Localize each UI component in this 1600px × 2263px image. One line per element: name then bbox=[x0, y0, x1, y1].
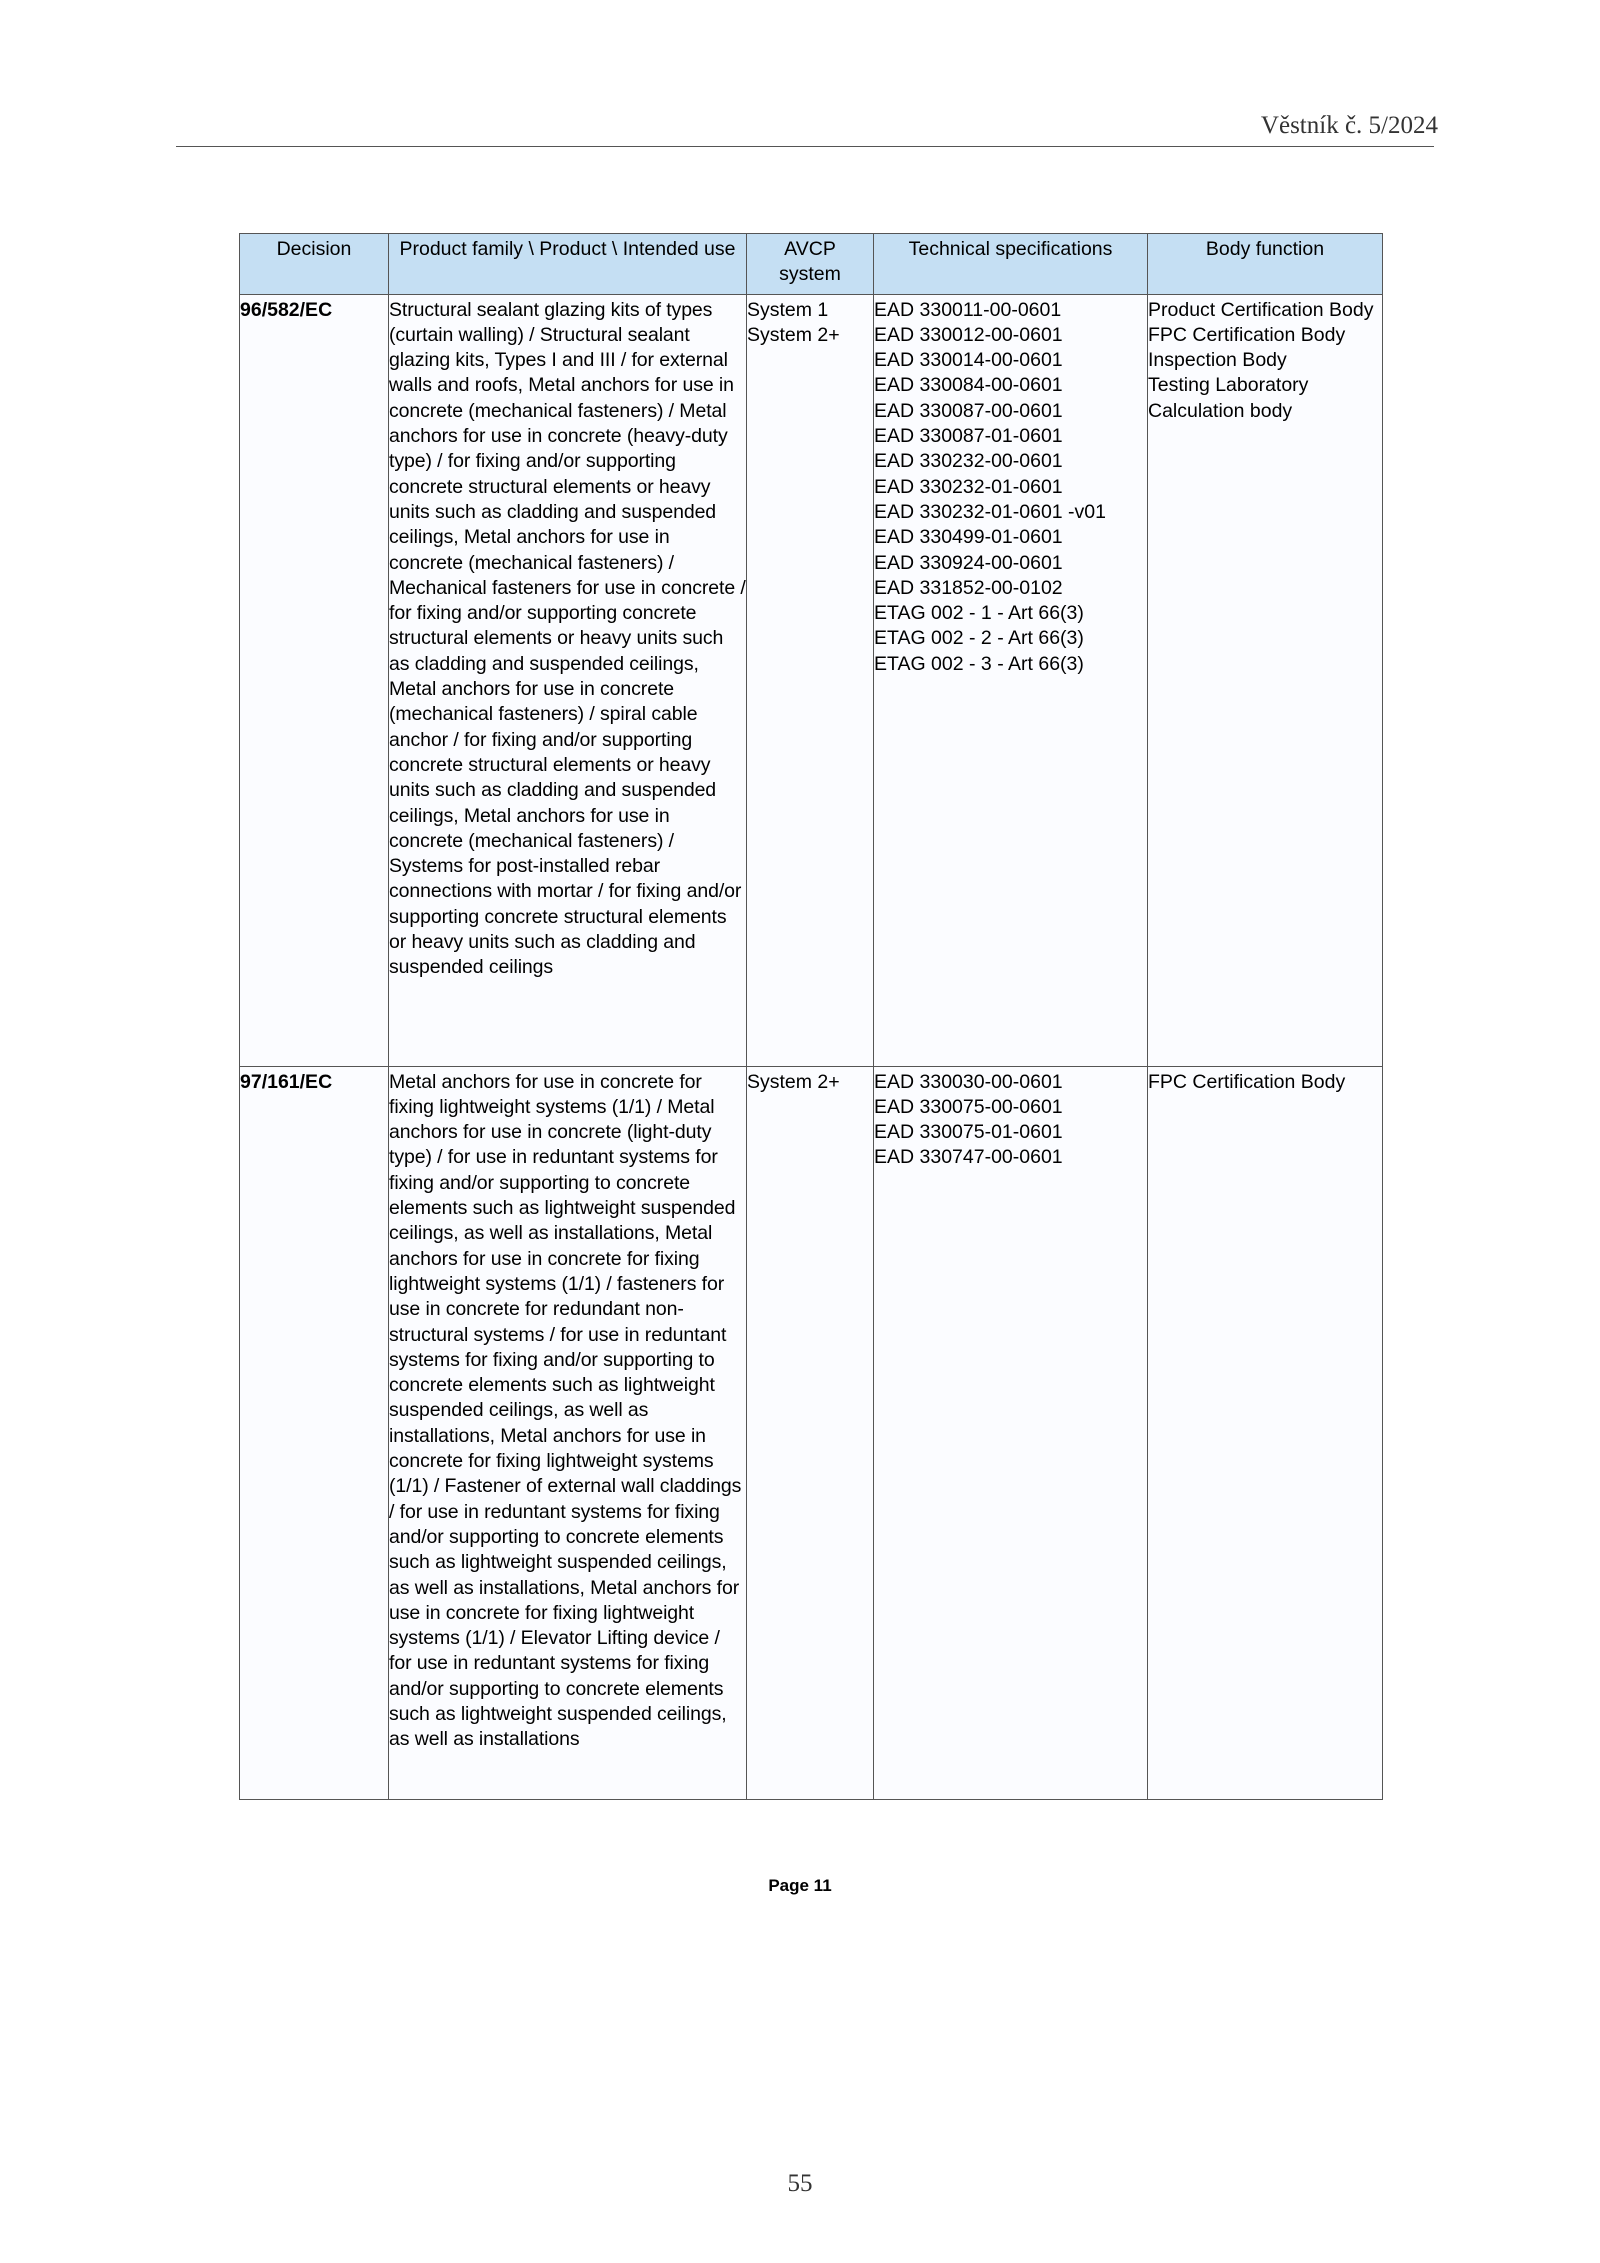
table-header bbox=[240, 234, 1383, 295]
page-label: Page 11 bbox=[768, 1876, 832, 1895]
product-cell: Structural sealant glazing kits of types (curtain walling) / Structural sealant glazing kits, Types I and III / for external walls and roofs, Metal anchors for use in concrete (mechanical fasteners) / Metal anchors for use in concrete (heavy-duty type) / for fixing and/or supporting concrete structural elements or heavy units such as cladding and suspended ceilings, Metal anchors for use in concrete (mechanical fasteners) / Mechanical fasteners for use in concrete / for fixing and/or supporting concrete structural elements or heavy units such as cladding and suspended ceilings, Metal anchors for use in concrete (mechanical fasteners) / spiral cable anchor / for fixing and/or supporting concrete structural elements or heavy units such as cladding and suspended ceilings, Metal anchors for use in concrete (mechanical fasteners) / Systems for post-installed rebar connections with mortar / for fixing and/or supporting concrete structural elements or heavy units such as cladding and suspended ceilings bbox=[389, 294, 747, 1066]
table-row bbox=[240, 294, 1383, 1066]
decision-cell: 97/161/EC bbox=[240, 1066, 389, 1799]
header-rule bbox=[176, 146, 1434, 147]
decision-cell: 96/582/EC bbox=[240, 294, 389, 1066]
specifications-table bbox=[239, 233, 1383, 1800]
column-header-avcp: AVCP system bbox=[747, 234, 874, 295]
body-function-cell: FPC Certification Body bbox=[1148, 1066, 1383, 1799]
bulletin-header: Věstník č. 5/2024 bbox=[1260, 112, 1438, 139]
table-body bbox=[240, 294, 1383, 1799]
header-row bbox=[240, 234, 1383, 295]
specs-cell: EAD 330030-00-0601 EAD 330075-00-0601 EAD 330075-01-0601 EAD 330747-00-0601 bbox=[874, 1066, 1148, 1799]
body-function-cell: Product Certification Body FPC Certification Body Inspection Body Testing Laboratory Calculation body bbox=[1148, 294, 1383, 1066]
column-header-body: Body function bbox=[1148, 234, 1383, 295]
product-cell: Metal anchors for use in concrete for fixing lightweight systems (1/1) / Metal anchors for use in concrete (light-duty type) / for use in reduntant systems for fixing and/or supporting to concrete elements such as lightweight suspended ceilings, as well as installations, Metal anchors for use in concrete for fixing lightweight systems (1/1) / fasteners for use in concrete for redundant non-structural systems / for use in reduntant systems for fixing and/or supporting to concrete elements such as lightweight suspended ceilings, as well as installations, Metal anchors for use in concrete for fixing lightweight systems (1/1) / Fastener of external wall claddings / for use in reduntant systems for fixing and/or supporting to concrete elements such as lightweight suspended ceilings, as well as installations, Metal anchors for use in concrete for fixing lightweight systems (1/1) / Elevator Lifting device / for use in reduntant systems for fixing and/or supporting to concrete elements such as lightweight suspended ceilings, as well as installations bbox=[389, 1066, 747, 1799]
specs-cell: EAD 330011-00-0601 EAD 330012-00-0601 EAD 330014-00-0601 EAD 330084-00-0601 EAD 330087-00-0601 EAD 330087-01-0601 EAD 330232-00-0601 EAD 330232-01-0601 EAD 330232-01-0601 -v01 EAD 330499-01-0601 EAD 330924-00-0601 EAD 331852-00-0102 ETAG 002 - 1 - Art 66(3) ETAG 002 - 2 - Art 66(3) ETAG 002 - 3 - Art 66(3) bbox=[874, 294, 1148, 1066]
page-number: 55 bbox=[787, 2170, 813, 2197]
avcp-cell: System 2+ bbox=[747, 1066, 874, 1799]
table-row bbox=[240, 1066, 1383, 1799]
column-header-specs: Technical specifications bbox=[874, 234, 1148, 295]
column-header-decision: Decision bbox=[240, 234, 389, 295]
avcp-cell: System 1 System 2+ bbox=[747, 294, 874, 1066]
column-header-product: Product family \ Product \ Intended use bbox=[389, 234, 747, 295]
